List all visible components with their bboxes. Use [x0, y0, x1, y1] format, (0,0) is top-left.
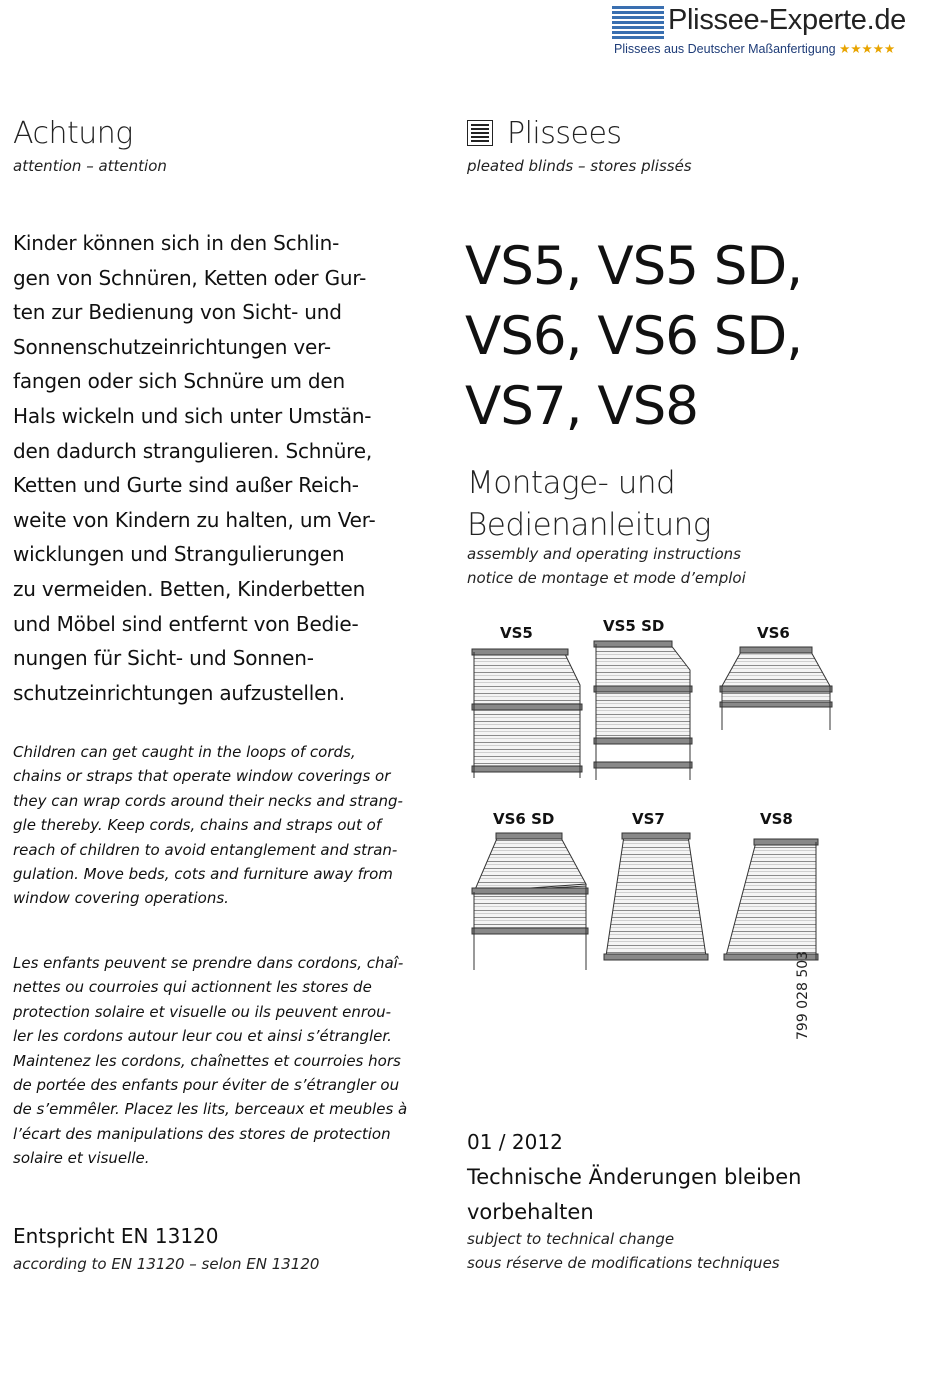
edition-date: 01 / 2012: [467, 1130, 563, 1154]
technical-note: Technische Änderungen bleiben vorbehalten: [467, 1165, 802, 1224]
logo-subtitle: Plissees aus Deutscher Maßanfertigung ★★★★★: [614, 42, 896, 56]
blind-vs5sd-illustration: [594, 641, 692, 780]
warning-fr: Les enfants peuvent se prendre dans cordons, chaî- nettes ou courroies qui actionnent les stores de protection solaire et visuelle ou ils peuvent enrou- ler les cordons autour leur cou et ainsi s’étrangler. Maintenez les cordons, chaînettes et courroies hors de portée des enfants pour éviter de s’étrangler ou de s’emmêler. Placez les lits, berceaux et meubles à l’écart des manipulations des stores de protection solaire et visuelle.: [13, 954, 408, 1168]
warning-de: Kinder können sich in den Schlin- gen von Schnüren, Ketten oder Gur- ten zur Bedienung von Sicht- und Sonnenschutzeinrichtungen ver- fangen oder sich Schnüre um den Hals wickeln und sich unter Umstän- den dadurch strangulieren. Schnüre, Ketten und Gurte sind außer Reich- weite von Kindern zu halten, um Ver- wicklungen und Strangulierungen zu vermeiden. Betten, Kinderbetten und Möbel sind entfernt von Bedie- nungen für Sicht- und Sonnen- schutzeinrichtungen aufzustellen.: [13, 231, 376, 705]
rating-stars: ★★★★★: [839, 42, 896, 56]
blind-label-vs6sd: VS6 SD: [493, 810, 555, 828]
pleated-blind-icon: [467, 120, 493, 146]
blind-vs7-illustration: [604, 833, 708, 960]
manual-sub-en: assembly and operating instructions: [467, 545, 741, 563]
tech-sub-fr: sous réserve de modifications techniques: [467, 1254, 780, 1272]
blind-vs8-illustration: [724, 839, 818, 960]
blind-label-vs5: VS5: [500, 624, 533, 642]
manual-title: Montage- und Bedienanleitung: [467, 465, 711, 543]
brand-logo: [612, 4, 942, 60]
manual-sub-fr: notice de montage et mode d’emploi: [467, 569, 746, 587]
heading-achtung: Achtung: [13, 116, 133, 151]
warning-en: Children can get caught in the loops of cords, chains or straps that operate window coverings or they can wrap cords around their necks and strang- gle thereby. Keep cords, chains and straps out of reach of children to avoid entanglement and stran- gulation. Move beds, cots and furniture away from window covering operations.: [13, 743, 403, 908]
tech-sub-en: subject to technical change: [467, 1230, 675, 1248]
blind-label-vs6: VS6: [757, 624, 790, 642]
standard-sub: according to EN 13120 – selon EN 13120: [13, 1255, 320, 1273]
logo-title: Plissee-Experte.de: [668, 4, 906, 36]
standard-label: Entspricht EN 13120: [13, 1224, 219, 1248]
blind-vs6sd-illustration: [472, 833, 588, 970]
blind-illustrations: [460, 630, 860, 1000]
venetian-lines-icon: [612, 6, 664, 40]
article-number: 799 028 503: [795, 950, 811, 1040]
heading-achtung-sub: attention – attention: [13, 157, 167, 175]
blind-label-vs7: VS7: [632, 810, 665, 828]
blind-vs6-illustration: [720, 647, 832, 730]
blind-label-vs8: VS8: [760, 810, 793, 828]
model-title: VS5, VS5 SD, VS6, VS6 SD, VS7, VS8: [465, 236, 803, 437]
blind-vs5-illustration: [472, 649, 582, 778]
heading-plissees: Plissees: [507, 116, 622, 151]
blind-label-vs5sd: VS5 SD: [603, 617, 665, 635]
heading-plissees-sub: pleated blinds – stores plissés: [467, 157, 692, 175]
